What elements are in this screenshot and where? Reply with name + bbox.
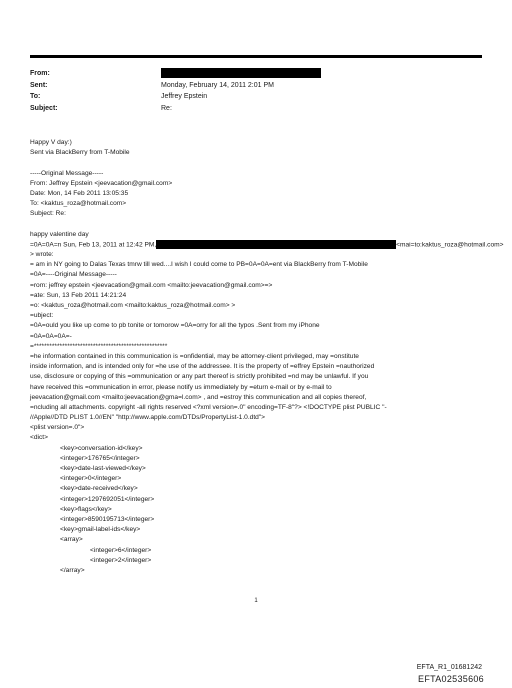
email-header — [30, 68, 482, 114]
subject-value: Re: — [161, 104, 172, 112]
integer-date-last-viewed: <integer>0</integer> — [60, 475, 122, 483]
header-rule — [30, 55, 482, 58]
email-body — [30, 138, 504, 576]
from-row — [30, 68, 482, 80]
key-date-received: <key>date-received</key> — [60, 485, 138, 493]
wrote-line: > wrote: — [30, 251, 54, 259]
wrote-pre: =0A=0A=n Sun, Feb 13, 2011 at 12:42 PM, — [30, 241, 157, 249]
orig-date: Date: Mon, 14 Feb 2011 13:05:35 — [30, 189, 129, 197]
array-integer-2: <integer>2</integer> — [90, 556, 152, 564]
confidentiality-line-1: =he information contained in this communication is =onfidential, may be attorney-client privileged, may =onstitute — [30, 352, 359, 360]
signature: Sent via BlackBerry from T-Mobile — [30, 149, 130, 157]
integer-flags: <integer>8590195713</integer> — [60, 515, 155, 523]
redaction-box — [161, 68, 321, 78]
array-close: </array> — [60, 566, 85, 574]
orig-to: To: <kaktus_roza@hotmail.com> — [30, 200, 127, 208]
key-conversation-id: <key>conversation-id</key> — [60, 444, 143, 452]
to-row — [30, 91, 482, 103]
subject-label: Subject: — [30, 104, 58, 112]
integer-date-received: <integer>1297692051</integer> — [60, 495, 155, 503]
confidentiality-line-3: use, disclosure or copying of this =ommunication or any part thereof is strictly prohibited =nd may be unlawful. If you — [30, 373, 369, 381]
wrote-post: <mai=to:kaktus_roza@hotmail.com> — [396, 241, 504, 249]
array-open: <array> — [60, 536, 83, 544]
plist-open: <plist version=.0"> — [30, 424, 85, 432]
dict-open: <dict> — [30, 434, 48, 442]
from-value — [161, 68, 482, 80]
subject-line: =ubject: — [30, 312, 54, 320]
orig-subject: Subject: Re: — [30, 210, 66, 218]
sent-label: Sent: — [30, 81, 48, 89]
wrote-header — [30, 240, 504, 250]
confidentiality-line-6: =ncluding all attachments. copyright -all rights reserved <?xml version=.0" encoding=TF-8"?> <!DOCTYPE plist PUBLIC "- — [30, 403, 387, 411]
orig-from: From: Jeffrey Epstein <jeevacation@gmail.com> — [30, 179, 173, 187]
o-line: =o: <kaktus_roza@hotmail.com <mailto:kaktus_roza@hotmail.com> > — [30, 302, 236, 309]
oa-line: =0A=0A=0A=- — [30, 332, 72, 340]
confidentiality-line-5: jeevacation@gmail.com <mailto:jeevacation@gma=l.com> , and =estroy this communication and all copies thereof, — [30, 393, 367, 401]
key-flags: <key>flags</key> — [60, 505, 112, 513]
rom-line: =rom: jeffrey epstein <jeevacation@gmail.com <mailto:jeevacation@gmail.com>=> — [30, 281, 273, 289]
original-message-marker: -----Original Message----- — [30, 169, 104, 177]
subject-row — [30, 103, 482, 115]
confidentiality-line-2: inside information, and is intended only for =he use of the addressee. It is the property of =effrey Epstein =nauthorized — [30, 363, 375, 371]
ny-line: = am in NY going to Dalas Texas tmrw till wed....I wish I could come to PB=0A=0A=ent via BlackBerry from T-Mobile — [30, 261, 368, 269]
ate-line: =ate: Sun, 13 Feb 2011 14:21:24 — [30, 291, 127, 299]
stars-line: =**************************************************** — [30, 342, 168, 350]
integer-conversation-id: <integer>176765</integer> — [60, 454, 140, 462]
valentine-line: happy valentine day — [30, 230, 89, 238]
page-number: 1 — [254, 598, 258, 604]
from-label: From: — [30, 70, 50, 77]
efta-small-id: EFTA_R1_01681242 — [416, 664, 482, 671]
sent-value: Monday, February 14, 2011 2:01 PM — [161, 81, 274, 89]
key-date-last-viewed: <key>date-last-viewed</key> — [60, 465, 146, 472]
sent-row — [30, 80, 482, 92]
greeting: Happy V day:) — [30, 139, 72, 146]
key-gmail-label-ids: <key>gmail-label-ids</key> — [60, 526, 141, 534]
pb-line: =0A=ould you like up come to pb tonite or tomorow =0A=orry for all the typos .Sent from my iPhone — [30, 322, 320, 330]
to-label: To: — [30, 93, 41, 100]
redaction-box — [156, 240, 396, 249]
confidentiality-line-7: //Apple//DTD PLIST 1.0//EN" "http://www.apple.com/DTDs/PropertyList-1.0.dtd"> — [30, 414, 266, 422]
to-value: Jeffrey Epstein — [161, 93, 208, 100]
array-integer-1: <integer>6</integer> — [90, 546, 152, 554]
original-message-marker-2: =0A=----Original Message----- — [30, 271, 117, 279]
efta-large-id: EFTA02535606 — [418, 674, 484, 684]
confidentiality-line-4: have received this =ommunication in error, please notify us immediately by =eturn e-mail or by e-mail to — [30, 383, 332, 391]
